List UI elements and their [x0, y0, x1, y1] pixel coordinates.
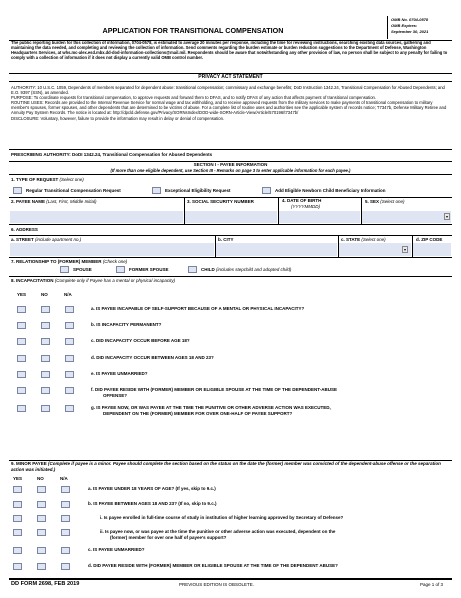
q9-item-2-na-checkbox[interactable]: [61, 515, 70, 522]
q9-item-3-na-checkbox[interactable]: [61, 529, 70, 536]
q6-city-label: b. CITY: [218, 237, 234, 242]
sex-dropdown-icon[interactable]: ▾: [445, 214, 448, 219]
privacy-purpose: PURPOSE: To coordinate requests for transitional compensation, to approve requests and forward them to DFAS, and to notify DFAS of any action that affects payment of transitional compensation.: [11, 95, 377, 101]
q9-item-5-yes-checkbox[interactable]: [13, 563, 22, 570]
q2-label: [11, 199, 97, 205]
q8-item-6-na-checkbox[interactable]: [65, 405, 74, 412]
privacy-authority: AUTHORITY: 10 U.S.C. 1059, Dependents of members separated for dependent abuse: transitional compensation; commissary and exchange benefits; DoD Instruction 1342.24, Transitional Compensation for Abused Dependents; and E.O. 9397 (SSN), as amended.: [11, 85, 445, 96]
omb-expires-label: OMB Expires:: [391, 23, 418, 28]
q9-item-text: i. Is payee enrolled in full-time course of study in institution of higher learning approved by Secretary of Defense?: [100, 515, 344, 520]
q1-label-text: 1. TYPE OF REQUEST: [11, 177, 59, 182]
previous-edition-note: PREVIOUS EDITION IS OBSOLETE.: [179, 582, 255, 587]
state-select[interactable]: [339, 243, 411, 256]
q8-col-yes: YES: [17, 292, 27, 297]
q8-label-text: 8. INCAPACITATION: [11, 278, 54, 283]
q9-item-text: ii. Is payee now, or was payee at the time the punitive or other adverse action was executed, dependent on the: [100, 529, 336, 534]
privacy-routine-uses: ROUTINE USES: Records are provided to the Internal Revenue Service for normal wage and tax withholding, and to receive approved requests from the military services to make payments of transitional compensation to military member's spouses, former spouses, and other dependents that are determined to be victims of abuse. For a complete list of routine uses and authorities see the applicable system of records notice; T7347b, Defense Military Retiree and Annuity Pay System Records. The notice is located at: http://dpcld.defense.gov/Privacy/SORNsIndex/DOD-wide-SORN-Article-View/Article/570196/t7347b/: [11, 100, 447, 116]
q7-label-text: 7. RELATIONSHIP TO (FORMER) MEMBER: [11, 259, 102, 264]
q9-col-na: N/A: [60, 476, 68, 481]
q6-state-label: [341, 237, 386, 243]
q6-state-text: c. STATE: [341, 237, 361, 242]
ssn-input[interactable]: [185, 211, 277, 223]
q3-label: 3. SOCIAL SECURITY NUMBER: [187, 199, 254, 204]
q8-item-text: e. IS PAYEE UNMARRIED?: [91, 371, 148, 376]
q8-item-3-no-checkbox[interactable]: [41, 355, 50, 362]
q8-col-na: N/A: [64, 292, 72, 297]
q8-item-4-na-checkbox[interactable]: [65, 371, 74, 378]
q8-item-text: b. IS INCAPACITY PERMANENT?: [91, 322, 162, 327]
q8-item-text: DEPENDENT ON THE (FORMER) MEMBER FOR OVER ONE-HALF OF PAYEE SUPPORT?: [103, 411, 293, 416]
q8-item-6-yes-checkbox[interactable]: [17, 405, 26, 412]
q8-item-text: a. IS PAYEE INCAPABLE OF SELF-SUPPORT BECAUSE OF A MENTAL OR PHYSICAL INCAPACITY?: [91, 306, 305, 311]
q8-item-text: c. DID INCAPACITY OCCUR BEFORE AGE 18?: [91, 338, 190, 343]
q9-col-no: NO: [37, 476, 44, 481]
page-number: Page 1 of 3: [420, 582, 444, 587]
section1-title: SECTION I - PAYEE INFORMATION: [193, 162, 268, 167]
q1-regular-label: Regular Transitional Compensation Request: [26, 188, 121, 193]
q9-item-1-yes-checkbox[interactable]: [13, 501, 22, 508]
q9-item-text: (former) member for over one half of payee's support?: [110, 535, 227, 540]
q9-item-text: d. DID PAYEE RESIDE WITH (FORMER) MEMBER OR ELIGIBLE SPOUSE AT THE TIME OF THE DEPENDENT ABUSE?: [88, 563, 338, 568]
q8-item-2-yes-checkbox[interactable]: [17, 338, 26, 345]
zip-input[interactable]: [413, 243, 451, 256]
q7-former-spouse-label: FORMER SPOUSE: [129, 267, 169, 272]
q8-item-2-na-checkbox[interactable]: [65, 338, 74, 345]
q8-item-text: d. DID INCAPACITY OCCUR BETWEEN AGES 18 AND 23?: [91, 355, 214, 360]
q8-item-text: OFFENSE?: [103, 393, 128, 398]
form-number: DD FORM 2698, FEB 2019: [11, 581, 80, 587]
q9-item-4-na-checkbox[interactable]: [61, 547, 70, 554]
q9-item-0-na-checkbox[interactable]: [61, 486, 70, 493]
q8-item-text: g. IS PAYEE NOW, OR WAS PAYEE AT THE TIME THE PUNITIVE OR OTHER ADVERSE ACTION WAS EXECUTED,: [91, 405, 331, 410]
q8-col-no: NO: [41, 292, 48, 297]
q1-newborn-label: Add Eligible Newborn Child Beneficiary Information: [275, 188, 386, 193]
q8-item-3-yes-checkbox[interactable]: [17, 355, 26, 362]
payee-name-input[interactable]: [10, 211, 183, 223]
q9-item-3-no-checkbox[interactable]: [37, 529, 46, 536]
q9-item-3-yes-checkbox[interactable]: [13, 529, 22, 536]
q1-label: [11, 177, 84, 183]
section1-note: (If more than one eligible dependent, use Section III - Remarks on page 3 to enter applicable information for each payee.): [110, 168, 351, 173]
q9-item-5-no-checkbox[interactable]: [37, 563, 46, 570]
q1-regular-checkbox[interactable]: [13, 187, 22, 194]
q6-street-label: [11, 237, 81, 243]
q7-child-text: CHILD: [201, 267, 215, 272]
q5-label-text: 5. SEX: [365, 199, 380, 204]
q6-street-note: (include apartment no.): [35, 237, 82, 242]
q9-item-text: c. IS PAYEE UNMARRIED?: [88, 547, 145, 552]
privacy-act-title: PRIVACY ACT STATEMENT: [198, 74, 263, 80]
q8-item-4-no-checkbox[interactable]: [41, 371, 50, 378]
state-dropdown-icon[interactable]: ▾: [403, 247, 406, 252]
q5-note: (Select one): [380, 199, 405, 204]
q1-exceptional-label: Exceptional Eligibility Request: [165, 188, 231, 193]
q8-item-6-no-checkbox[interactable]: [41, 405, 50, 412]
q6-label: 6. ADDRESS: [11, 227, 38, 232]
q4-label: 4. DATE OF BIRTH: [282, 198, 322, 203]
q9-item-2-no-checkbox[interactable]: [37, 515, 46, 522]
q9-item-text: a. IS PAYEE UNDER 18 YEARS OF AGE? (If yes, skip to 9.c.): [88, 486, 216, 491]
street-input[interactable]: [10, 243, 214, 256]
dob-input[interactable]: [279, 211, 360, 223]
privacy-act-text: [11, 85, 451, 121]
q8-item-0-yes-checkbox[interactable]: [17, 306, 26, 313]
q8-label: [11, 278, 175, 284]
q8-item-4-yes-checkbox[interactable]: [17, 371, 26, 378]
q8-note: (Complete only if Payee has a mental or physical incapacity): [54, 278, 176, 283]
q4-note: (YYYYMMDD): [291, 204, 320, 209]
q9-item-0-yes-checkbox[interactable]: [13, 486, 22, 493]
q7-note: (Check one): [102, 259, 128, 264]
q7-spouse-label: SPOUSE: [73, 267, 92, 272]
q9-label-text: 9. MINOR PAYEE: [11, 461, 47, 466]
q8-item-3-na-checkbox[interactable]: [65, 355, 74, 362]
q9-item-4-no-checkbox[interactable]: [37, 547, 46, 554]
omb-number: OMB No. 0704-0578: [391, 17, 429, 22]
q7-former-spouse-checkbox[interactable]: [116, 266, 125, 273]
q1-note: (Select one): [59, 177, 84, 182]
q9-item-5-na-checkbox[interactable]: [61, 563, 70, 570]
city-input[interactable]: [216, 243, 337, 256]
form-title: APPLICATION FOR TRANSITIONAL COMPENSATION: [102, 26, 284, 35]
q1-newborn-checkbox[interactable]: [262, 187, 271, 194]
q9-col-yes: YES: [13, 476, 23, 481]
omb-expires-date: September 30, 2021: [391, 29, 429, 34]
q9-label: [11, 461, 449, 472]
q7-label: [11, 259, 127, 265]
q8-item-1-no-checkbox[interactable]: [41, 322, 50, 329]
q8-item-5-na-checkbox[interactable]: [65, 387, 74, 394]
q2-note: (Last, First, Middle Initial): [46, 199, 97, 204]
q1-exceptional-checkbox[interactable]: [152, 187, 161, 194]
q5-label: [365, 199, 405, 205]
q9-item-1-no-checkbox[interactable]: [37, 501, 46, 508]
q8-item-text: f. DID PAYEE RESIDE WITH (FORMER) MEMBER OR ELIGIBLE SPOUSE AT THE TIME OF THE DEPENDENT-ABUSE: [91, 387, 338, 392]
q9-note1: (Complete if payee is a minor.: [48, 461, 112, 466]
q8-item-5-no-checkbox[interactable]: [41, 387, 50, 394]
q9-item-4-yes-checkbox[interactable]: [13, 547, 22, 554]
prescribing-authority: PRESCRIBING AUTHORITY: DoDI 1342.24, Transitional Compensation for Abused Dependents: [11, 152, 213, 157]
q8-item-0-no-checkbox[interactable]: [41, 306, 50, 313]
q9-item-text: b. IS PAYEE BETWEEN AGES 18 AND 23? (If no, skip to 9.c.): [88, 501, 217, 506]
q8-item-1-na-checkbox[interactable]: [65, 322, 74, 329]
q6-street-text: a. STREET: [11, 237, 34, 242]
q8-item-0-na-checkbox[interactable]: [65, 306, 74, 313]
q7-spouse-checkbox[interactable]: [60, 266, 69, 273]
sex-select[interactable]: [362, 211, 451, 223]
q7-child-checkbox[interactable]: [188, 266, 197, 273]
privacy-disclosure: DISCLOSURE: Voluntary, however, failure to provide the information may result in delay or denial of compensation.: [11, 115, 225, 121]
q9-item-0-no-checkbox[interactable]: [37, 486, 46, 493]
q8-item-2-no-checkbox[interactable]: [41, 338, 50, 345]
q7-child-label: [201, 267, 291, 273]
q9-item-2-yes-checkbox[interactable]: [13, 515, 22, 522]
q8-item-5-yes-checkbox[interactable]: [17, 387, 26, 394]
q9-note2: Payee should complete the section based on the status on the date the (former) member was convicted of the dependent-abuse offense or the separation action was initiated.): [11, 461, 441, 472]
q6-zip-label: d. ZIP CODE: [416, 237, 443, 242]
q9-item-1-na-checkbox[interactable]: [61, 501, 70, 508]
q8-item-1-yes-checkbox[interactable]: [17, 322, 26, 329]
q2-label-text: 2. PAYEE NAME: [11, 199, 46, 204]
burden-statement: The public reporting burden for this collection of information, 0704-0578, is estimated to average 20 minutes per response, including the time for reviewing instructions, searching existing data sources, gathering and maintaining the data needed, and completing and reviewing the collection of information. Send comments regarding the burden estimate or burden reduction suggestions to the Department of Defense, Washington Headquarters Services, at whs.mc-alex.esd.mbx.dd-dod-information-collections@mail.mil. Respondents should be aware that notwithstanding any other provision of law, no person shall be subject to any penalty for failing to comply with a collection of information if it does not display a currently valid OMB control number.: [11, 40, 448, 60]
q6-state-note: (Select one): [361, 237, 386, 242]
q7-child-note: (includes stepchild and adopted child): [216, 267, 292, 272]
